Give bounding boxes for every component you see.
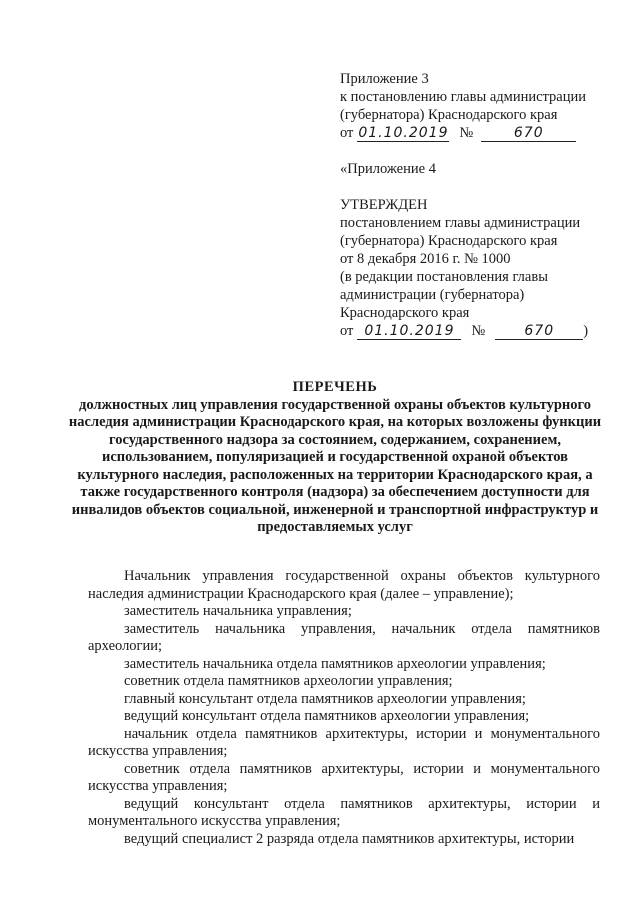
approval-line: (губернатора) Краснодарского края xyxy=(340,233,558,249)
from-label: от xyxy=(340,125,354,141)
appendix4-label: «Приложение 4 xyxy=(340,161,436,177)
appendix-header xyxy=(340,70,610,340)
date-number-row xyxy=(340,124,610,142)
approval-line: администрации (губернатора) xyxy=(340,287,525,303)
approval-line: постановлением главы администрации xyxy=(340,215,581,231)
from-label: от xyxy=(340,323,354,339)
date-number-row xyxy=(340,322,610,340)
title-subtitle: должностных лиц управления государственной охраны объектов культурного наследия администрации Краснодарского края, на которых возложены функции государственного надзора за состоянием, содержанием, сохранением, использованием, популяризацией и государственной охраной объектов культурного наследия, расположенных на территории Краснодарского края, а также государственного контроля (надзора) за обеспечением доступности для инвалидов объектов социальной, инженерной и транспортной инфраструктур и предоставляемых услуг xyxy=(68,396,602,535)
handwritten-number: 670 xyxy=(481,125,576,142)
list-item: начальник отдела памятников архитектуры, истории и монументального искусства управления; xyxy=(88,725,600,759)
list-item: заместитель начальника управления; xyxy=(124,603,352,619)
appendix-label: Приложение 3 xyxy=(340,71,429,87)
list-item: главный консультант отдела памятников археологии управления; xyxy=(124,690,526,707)
title-heading: ПЕРЕЧЕНЬ xyxy=(292,379,378,395)
document-title xyxy=(60,379,610,537)
list-item: ведущий специалист 2 разряда отдела памятников архитектуры, истории xyxy=(124,830,575,847)
approval-line: от 8 декабря 2016 г. № 1000 xyxy=(340,251,511,267)
list-item: советник отдела памятников архитектуры, истории и монументального искусства управления; xyxy=(88,760,600,794)
number-label: № xyxy=(459,125,474,141)
approval-line: (в редакции постановления главы xyxy=(340,269,548,285)
list-item: заместитель начальника управления, начальник отдела памятников археологии; xyxy=(88,620,600,654)
handwritten-date: 01.10.2019 xyxy=(357,323,461,340)
closing-parenthesis: ) xyxy=(583,323,589,339)
list-item: заместитель начальника отдела памятников археологии управления; xyxy=(124,655,546,672)
list-item: ведущий консультант отдела памятников археологии управления; xyxy=(124,708,530,724)
governor-line: (губернатора) Краснодарского края xyxy=(340,107,558,123)
officials-list xyxy=(88,568,600,848)
handwritten-number: 670 xyxy=(495,323,583,340)
approval-line: Краснодарского края xyxy=(340,305,470,321)
list-item: Начальник управления государственной охраны объектов культурного наследия администрации Краснодарского края (далее – управление); xyxy=(88,568,600,602)
handwritten-date: 01.10.2019 xyxy=(358,125,449,141)
resolution-line: к постановлению главы администрации xyxy=(340,89,587,105)
list-item: ведущий консультант отдела памятников архитектуры, истории и монументального искусства управления; xyxy=(88,795,600,829)
number-label: № xyxy=(471,323,486,339)
list-item: советник отдела памятников археологии управления; xyxy=(124,673,453,689)
approved-stamp: УТВЕРЖДЕН xyxy=(340,197,428,213)
